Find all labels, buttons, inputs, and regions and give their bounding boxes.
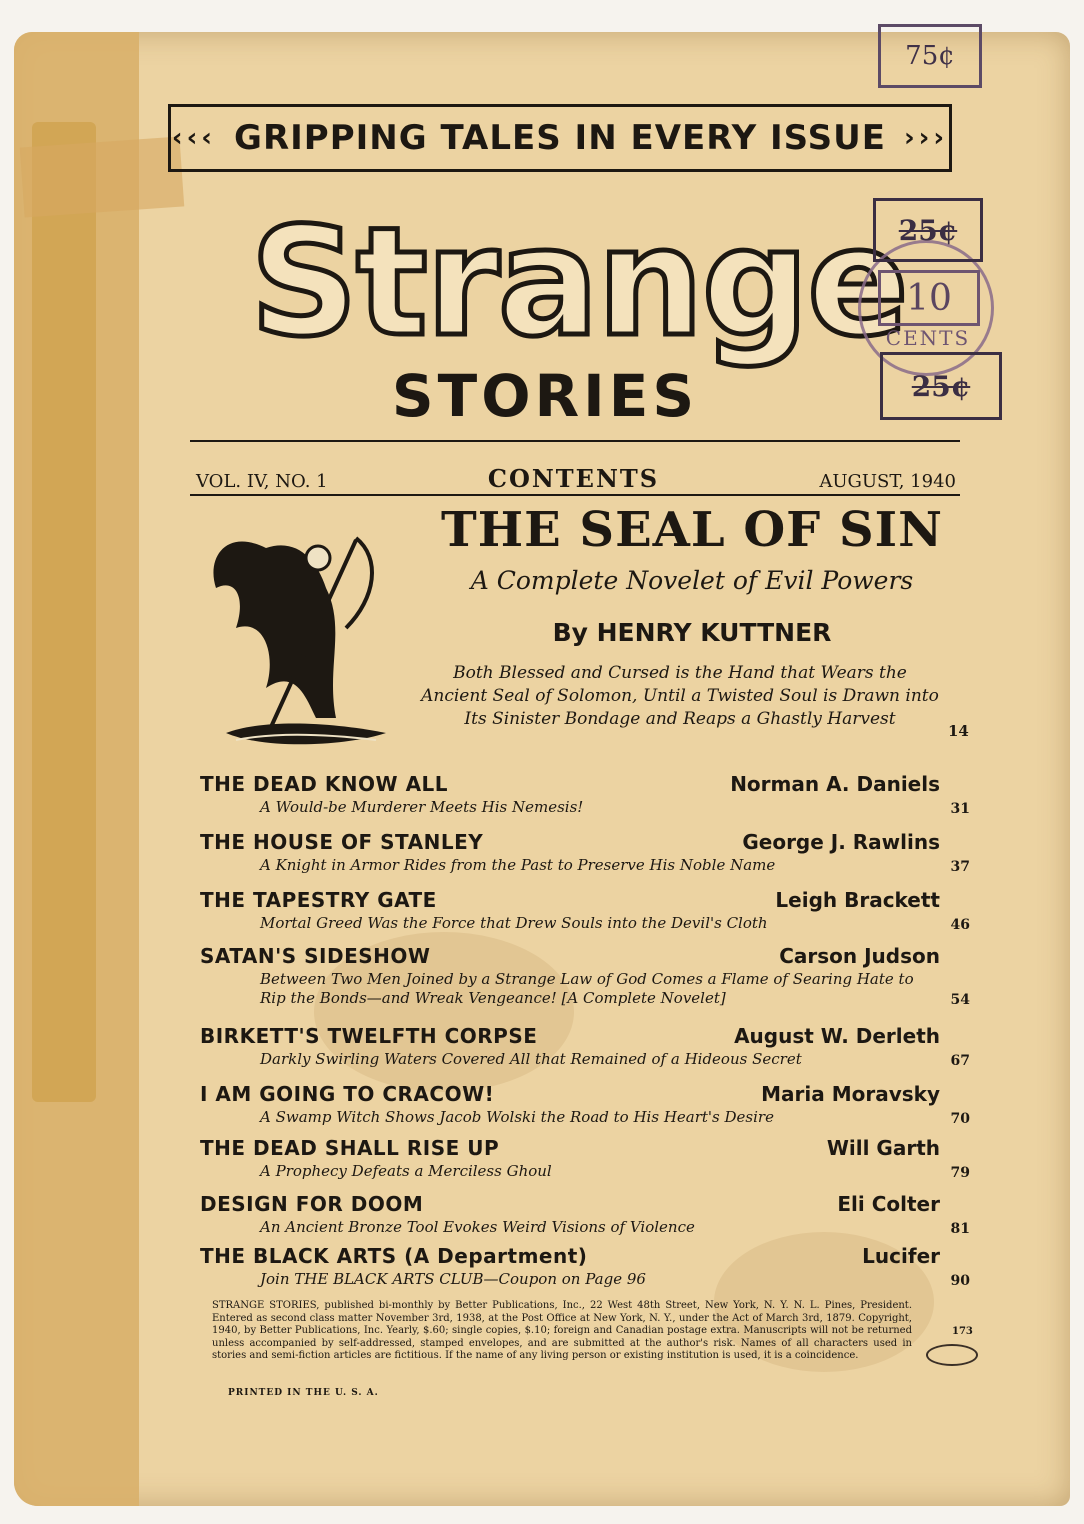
price-stamp-25-top-text: 25¢: [898, 213, 958, 247]
story-entry: [200, 888, 970, 933]
banner-text: GRIPPING TALES IN EVERY ISSUE: [234, 118, 886, 158]
story-description: A Prophecy Defeats a Merciless Ghoul: [260, 1162, 552, 1180]
story-title: THE DEAD SHALL RISE UP: [200, 1136, 500, 1160]
lead-story-subtitle: A Complete Novelet of Evil Powers: [470, 566, 914, 595]
story-description: A Knight in Armor Rides from the Past to Preserve His Noble Name: [260, 856, 776, 874]
story-page: 46: [950, 917, 970, 933]
story-entry: [200, 1024, 970, 1069]
contents-masthead: [196, 464, 956, 493]
magazine-subtitle: STORIES: [391, 362, 699, 430]
publication-fine-print: STRANGE STORIES, published bi-monthly by Better Publications, Inc., 22 West 48th Street, New York, N. Y. N. L. Pines, President. Entered as second class matter November 3rd, 1938, at the Post Office at New York, N. Y., under the Act of March 3rd, 1879. Copyright, 1940, by Better Publications, Inc. Yearly, $.60; single copies, $.10; foreign and Canadian postage extra. Manuscripts will not be returned unless accompanied by self-addressed, stamped envelopes, and are submitted at the author's risk. Names of all characters used in stories and semi-fiction articles are fictitious. If the name of any living person or existing institution is used, it is a coincidence.: [212, 1300, 912, 1361]
story-entry: [200, 1136, 970, 1181]
printed-in-usa: PRINTED IN THE U. S. A.: [228, 1388, 379, 1398]
story-entry: [200, 1192, 970, 1237]
magazine-title: Strange: [250, 196, 907, 370]
story-description: A Would-be Murderer Meets His Nemesis!: [260, 798, 584, 816]
story-author: Maria Moravsky: [761, 1082, 940, 1106]
price-stamp-10: 10: [878, 270, 980, 326]
story-page: 31: [950, 801, 970, 817]
tape-patch: [20, 137, 184, 218]
story-entry: [200, 1244, 970, 1289]
story-title: THE TAPESTRY GATE: [200, 888, 437, 912]
contents-heading: CONTENTS: [487, 464, 660, 493]
lead-story-description: Both Blessed and Cursed is the Hand that Wears the Ancient Seal of Solomon, Until a Twisted Soul is Drawn into Its Sinister Bondage and Reaps a Ghastly Harvest: [421, 663, 939, 729]
banner-right-arrows: ›››: [903, 123, 949, 153]
story-description: Join THE BLACK ARTS CLUB—Coupon on Page 96: [260, 1270, 646, 1288]
story-author: Eli Colter: [837, 1192, 940, 1216]
volume-number: VOL. IV, NO. 1: [196, 471, 328, 492]
price-stamp-75: 75¢: [878, 24, 982, 88]
story-description: Mortal Greed Was the Force that Drew Souls into the Devil's Cloth: [260, 914, 768, 932]
story-author: Carson Judson: [779, 944, 940, 968]
story-description: A Swamp Witch Shows Jacob Wolski the Road to His Heart's Desire: [260, 1108, 774, 1126]
price-stamp-25-bottom: [880, 352, 1002, 420]
story-page: 37: [950, 859, 970, 875]
lead-story-page: 14: [948, 722, 969, 740]
story-author: George J. Rawlins: [742, 830, 940, 854]
story-description: Darkly Swirling Waters Covered All that Remained of a Hideous Secret: [260, 1050, 802, 1068]
story-title: THE BLACK ARTS (A Department): [200, 1244, 588, 1268]
banner-left-arrows: ‹‹‹: [171, 123, 217, 153]
story-entry: [200, 1082, 970, 1127]
story-author: Will Garth: [826, 1136, 940, 1160]
price-stamp-cents: CENTS: [885, 326, 971, 350]
story-description: An Ancient Bronze Tool Evokes Weird Visions of Violence: [260, 1218, 695, 1236]
fine-print-number: 173: [952, 1326, 973, 1337]
reaper-illustration: [206, 518, 396, 752]
lead-story-title: THE SEAL OF SIN: [441, 502, 943, 558]
story-author: Norman A. Daniels: [730, 772, 940, 796]
story-title: BIRKETT'S TWELFTH CORPSE: [200, 1024, 538, 1048]
story-author: Leigh Brackett: [775, 888, 940, 912]
divider: [190, 440, 960, 442]
union-label-icon: [926, 1344, 978, 1366]
story-page: 79: [950, 1165, 970, 1181]
story-entry: [200, 772, 970, 817]
story-title: THE DEAD KNOW ALL: [200, 772, 449, 796]
story-page: 54: [950, 992, 970, 1008]
story-page: 90: [950, 1273, 970, 1289]
story-title: DESIGN FOR DOOM: [200, 1192, 424, 1216]
tape-strip: [32, 122, 96, 1102]
story-title: THE HOUSE OF STANLEY: [200, 830, 484, 854]
story-author: Lucifer: [862, 1244, 940, 1268]
story-page: 67: [950, 1053, 970, 1069]
price-stamp-25-top: [873, 198, 983, 262]
story-title: SATAN'S SIDESHOW: [200, 944, 431, 968]
story-page: 70: [950, 1111, 970, 1127]
story-title: I AM GOING TO CRACOW!: [200, 1082, 495, 1106]
story-entry: [200, 830, 970, 875]
issue-date: AUGUST, 1940: [819, 471, 956, 492]
divider: [190, 494, 960, 496]
lead-story-byline: By HENRY KUTTNER: [552, 618, 832, 647]
story-entry: [200, 944, 970, 1008]
story-author: August W. Derleth: [734, 1024, 940, 1048]
story-description: Between Two Men Joined by a Strange Law of God Comes a Flame of Searing Hate to Rip the Bonds—and Wreak Vengeance! [A Complete Novelet]: [260, 970, 914, 1007]
story-page: 81: [950, 1221, 970, 1237]
banner: [168, 104, 952, 172]
price-stamp-25-bottom-text: 25¢: [911, 369, 971, 403]
